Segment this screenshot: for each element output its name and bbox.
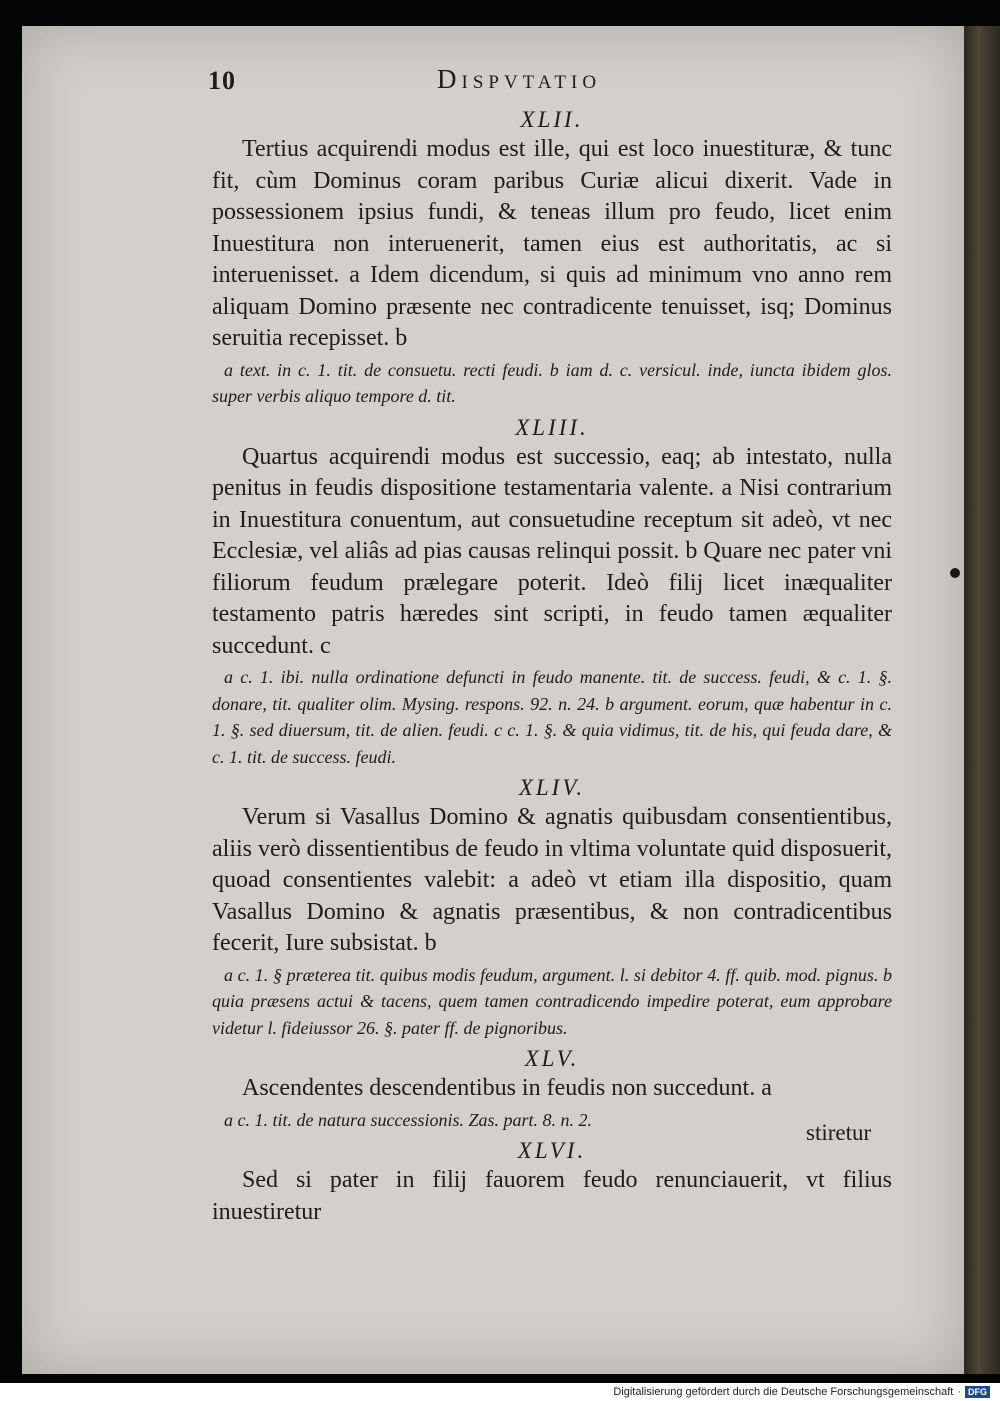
- page-number: 10: [208, 66, 236, 95]
- dfg-logo-icon: DFG: [965, 1386, 990, 1398]
- section-xliv: [212, 774, 892, 1041]
- section-xliii: [212, 414, 892, 771]
- section-note: a c. 1. tit. de natura successionis. Zas. part. 8. n. 2.: [224, 1109, 592, 1130]
- section-xlv: [212, 1045, 892, 1133]
- section-note: a text. in c. 1. tit. de consuetu. recti feudi. b iam d. c. versicul. inde, iuncta ibidem glos. super verbis aliquo tempore d. tit.: [212, 359, 892, 406]
- section-number: XLII.: [520, 107, 584, 132]
- section-xlii: [212, 106, 892, 410]
- section-number: XLIV.: [518, 775, 586, 800]
- section-number: XLVI.: [517, 1138, 587, 1163]
- book-spine: [964, 26, 1000, 1374]
- ink-spot: [950, 568, 960, 578]
- section-xlvi: [212, 1137, 892, 1228]
- section-text: Sed si pater in filij fauorem feudo renunciauerit, vt filius inuestiretur: [212, 1167, 892, 1225]
- footer-separator: ·: [957, 1386, 961, 1398]
- section-text: Verum si Vasallus Domino & agnatis quibusdam consentientibus, aliis verò dissentientibus de feudo in vltima voluntate quid disposuerit, quoad consentientes valebit: a adeò vt etiam illa dispositio, quam Vasallus Domino & agnatis præsentibus, & non contradicentibus fecerit, Iure subsistat. b: [212, 804, 892, 956]
- catchword: stiretur: [806, 1120, 872, 1145]
- section-text: Ascendentes descendentibus in feudis non succedunt. a: [242, 1075, 772, 1101]
- section-text: Tertius acquirendi modus est ille, qui est loco inuestituræ, & tunc fit, cùm Dominus coram paribus Curiæ alicui dixerit. Vade in possessionem ipsius fundi, & teneas illum pro feudo, licet enim Inuestitura non interuenerit, tamen eius est authoritatis, ac si interuenisset. a Idem dicendum, si quis ad minimum vno anno rem aliquam Domino præsente nec contradicente tenuisset, isq; Dominus seruitia recepisset. b: [212, 136, 892, 351]
- digitization-footer: [613, 1386, 990, 1398]
- running-title: Dispvtatio: [437, 64, 602, 94]
- section-number: XLV.: [524, 1046, 580, 1071]
- section-note: a c. 1. ibi. nulla ordinatione defuncti in feudo manente. tit. de success. feudi, & c. 1. §. donare, tit. qualiter olim. Mysing. respons. 92. n. 24. b argument. eorum, quæ habentur in c. 1. §. sed diuersum, tit. de alien. feudi. c c. 1. §. & quia vidimus, tit. de his, qui feuda dare, & c. 1. tit. de success. feudi.: [212, 667, 892, 767]
- section-note: a c. 1. § præterea tit. quibus modis feudum, argument. l. si debitor 4. ff. quib. mod. pignus. b quia præsens actui & tacens, quem tamen contradicendo impedire poterat, eum approbare videtur l. fideiussor 26. §. pater ff. de pignoribus.: [212, 964, 892, 1038]
- section-text: Quartus acquirendi modus est successio, eaq; ab intestato, nulla penitus in feudis dispositione testamentaria valente. a Nisi contrarium in Inuestitura conuentum, aut consuetudine receptum sit adeò, vt nec Ecclesiæ, vel aliâs ad pias causas relinqui possit. b Quare nec pater vni filiorum feudum prælegare poterit. Ideò filij licet inæqualiter testamento patris hæredes sint scripti, in feudo tamen æqualiter succedunt. c: [212, 443, 892, 659]
- footer-credit: Digitalisierung gefördert durch die Deutsche Forschungsgemeinschaft: [613, 1386, 954, 1398]
- running-head: [208, 64, 892, 104]
- page-content: [208, 64, 892, 1228]
- section-number: XLIII.: [515, 414, 589, 440]
